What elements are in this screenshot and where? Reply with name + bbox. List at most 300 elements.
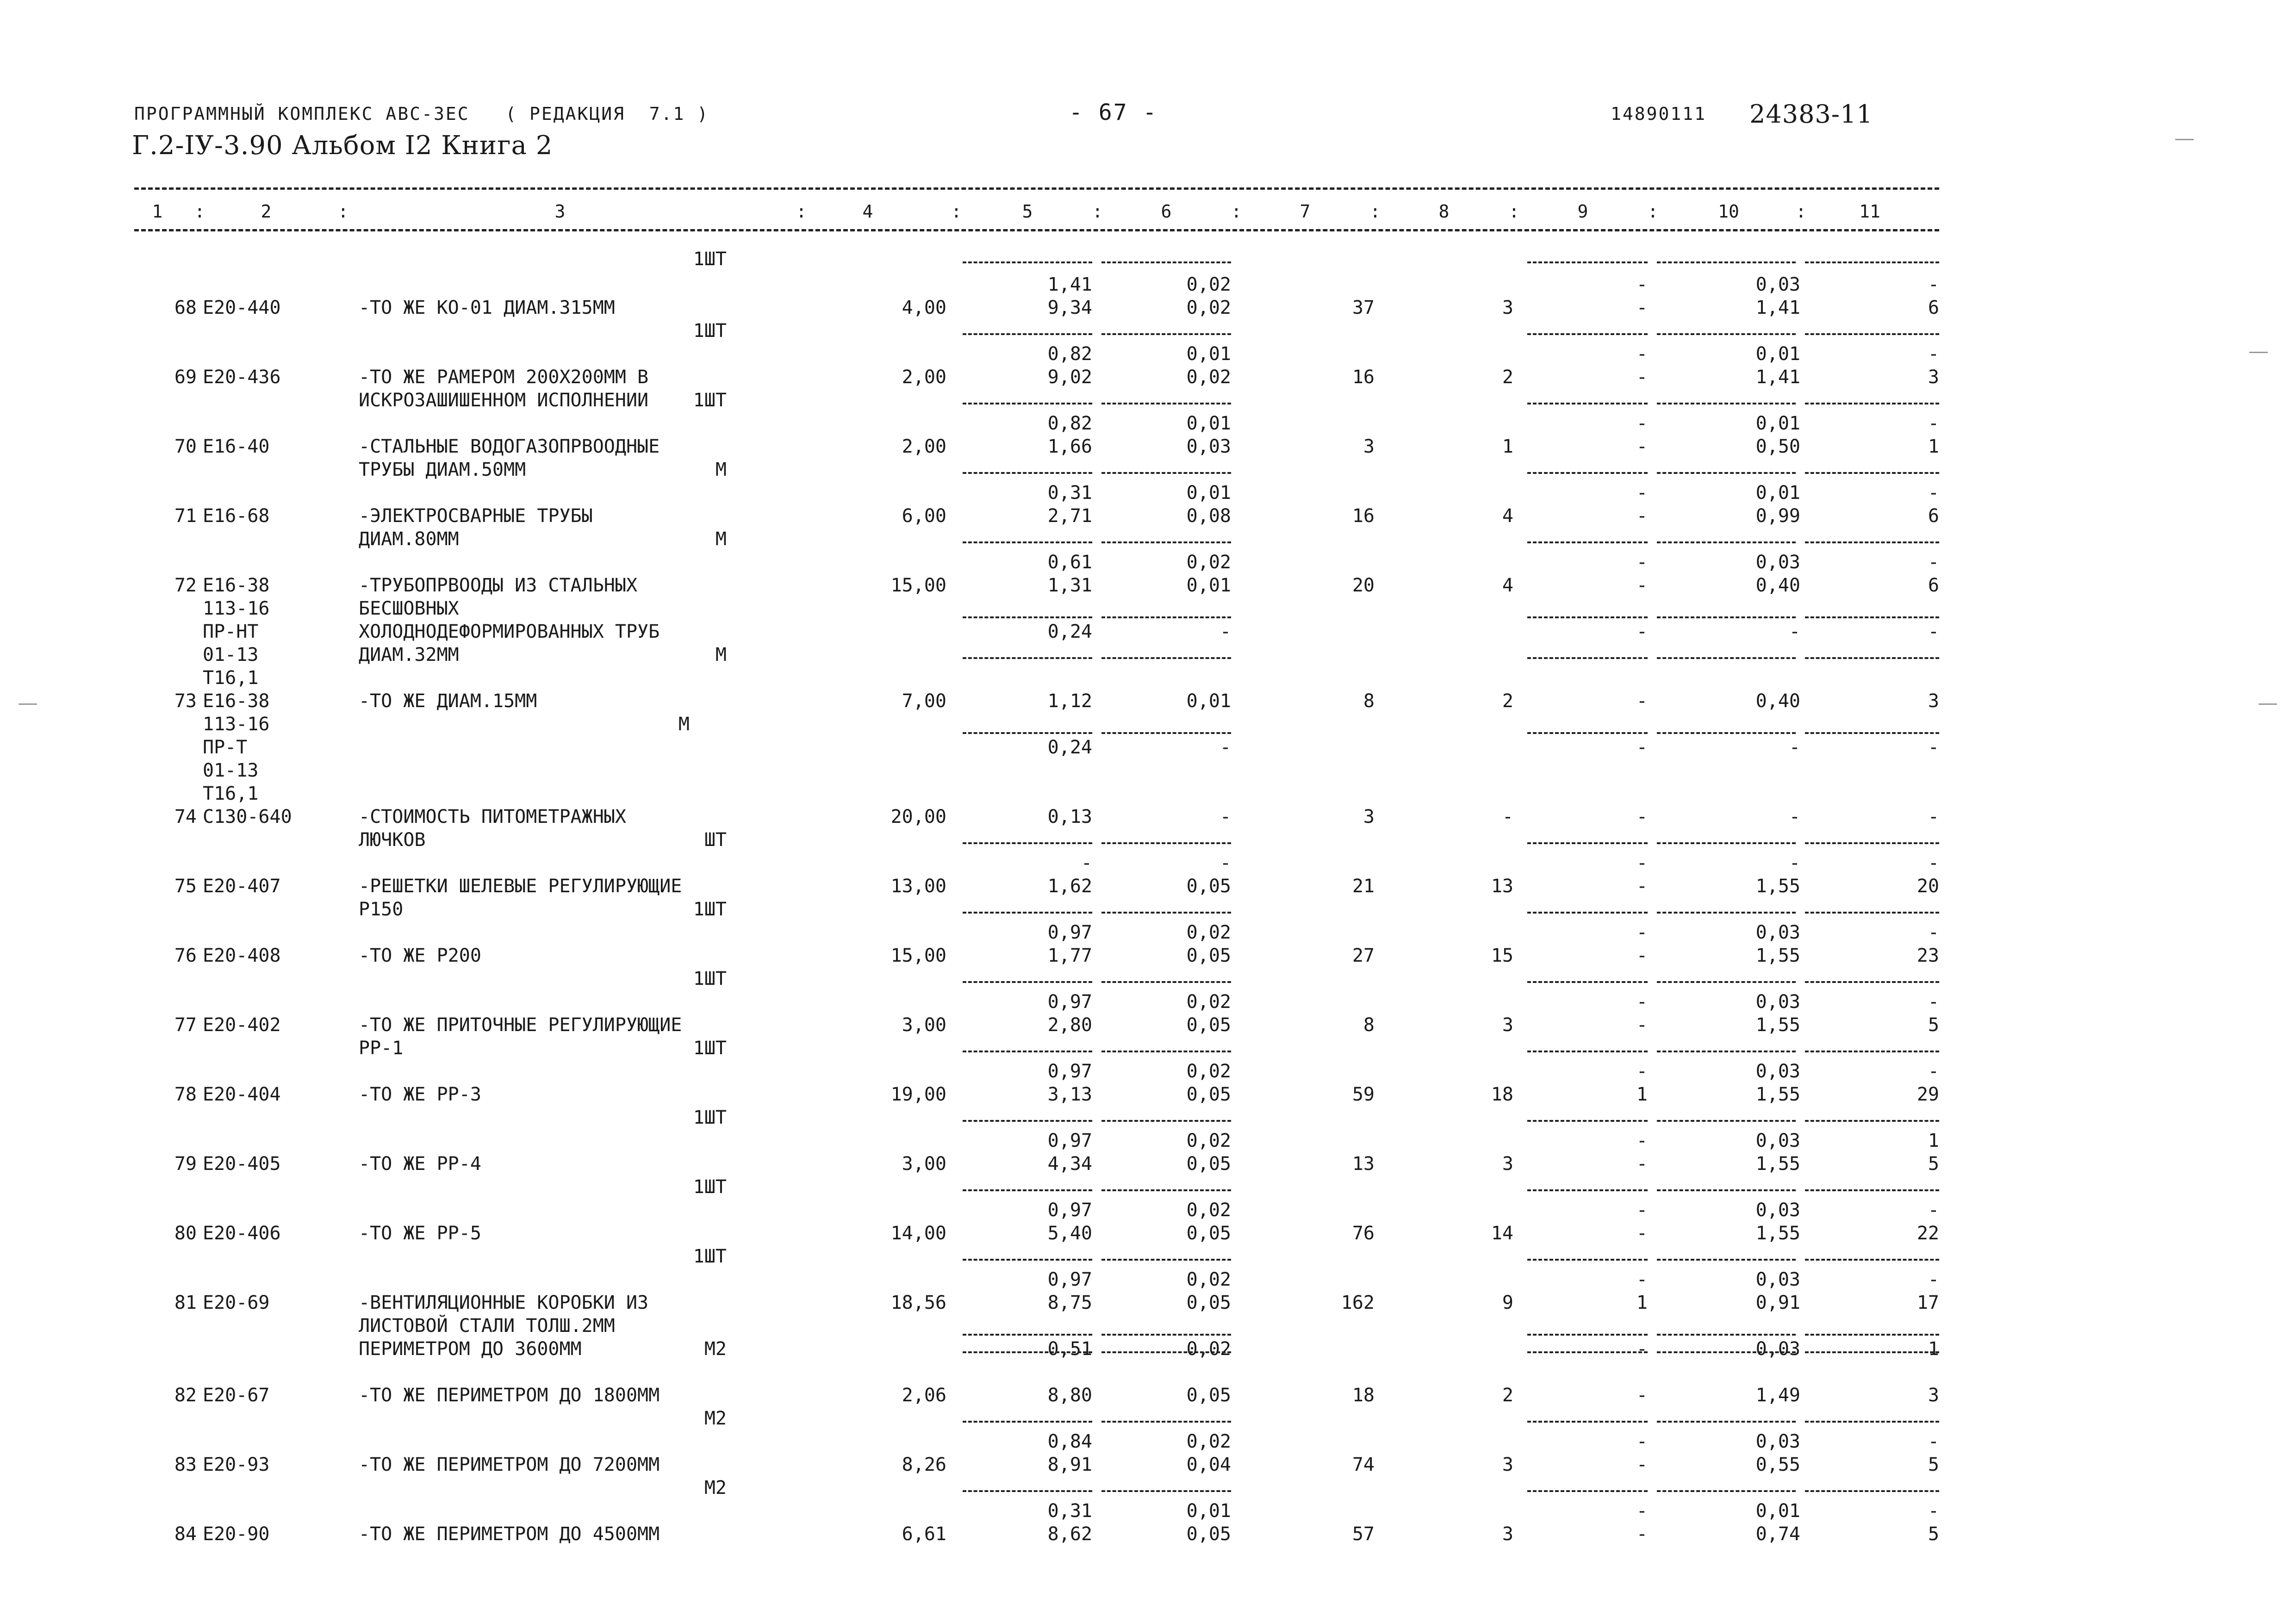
quantity: 14,00 [890,1223,946,1244]
value-5: 5,40 [1047,1223,1092,1244]
subtotal-rule [963,333,1092,335]
value-11: 22 [1916,1223,1939,1244]
norm-code: ПР-НТ [203,621,259,642]
quantity: 13,00 [890,876,946,897]
subtotal-rule [963,1259,1092,1261]
subvalue-6: 0,02 [1186,1431,1231,1452]
subtotal-rule [1657,842,1796,844]
subtotal-rule [963,472,1092,474]
extra-value-10: - [1789,621,1800,642]
value-10: 0,40 [1755,690,1800,712]
subtotal-rule [1527,1421,1648,1423]
value-6: 0,08 [1186,505,1231,527]
value-8: 2 [1502,690,1513,712]
album-title: Г.2-ІУ-3.90 Альбом І2 Книга 2 [132,131,553,161]
value-5: 8,75 [1047,1292,1092,1313]
value-7: 8 [1363,690,1375,712]
value-11: 3 [1928,690,1939,712]
extra-value-9: - [1636,737,1648,758]
norm-code: Е20-436 [203,367,281,388]
subtotal-rule [1527,912,1648,914]
work-description: ХОЛОДНОДЕФОРМИРОВАННЫХ ТРУБ [359,621,660,642]
extra-value-10: 0,03 [1755,1338,1800,1360]
subvalue-6: 0,02 [1186,274,1231,295]
subvalue-10: 0,01 [1755,482,1800,504]
subtotal-rule [1527,1051,1648,1052]
subtotal-rule [1805,981,1939,983]
subvalue-9: - [1636,1431,1648,1452]
subvalue-5: 1,41 [1047,274,1092,295]
unit-label: 1ШТ [693,968,727,989]
column-number: 2 [261,201,272,222]
value-7: 13 [1352,1153,1375,1175]
subvalue-6: 0,02 [1186,552,1231,573]
unit-label: 1ШТ [693,320,727,342]
subtotal-rule [963,1490,1092,1492]
subtotal-rule [963,732,1092,734]
work-description: -ЭЛЕКТРОСВАРНЫЕ ТРУБЫ [359,505,593,527]
norm-code: Е20-440 [203,297,281,318]
value-5: 1,66 [1047,436,1092,457]
norm-code: Е20-405 [203,1153,281,1175]
value-9: - [1636,945,1648,966]
subvalue-11: - [1928,1500,1939,1522]
value-10: 1,41 [1755,367,1800,388]
subtotal-rule [1527,1351,1648,1353]
row-number: 70 [174,436,197,457]
extra-value-11: - [1928,621,1939,642]
norm-code: Е20-67 [203,1385,270,1406]
value-8: - [1502,806,1513,827]
subvalue-6: 0,01 [1186,482,1231,504]
quantity: 6,61 [902,1524,946,1545]
value-6: 0,02 [1186,297,1231,318]
subtotal-rule [1805,1334,1939,1336]
subtotal-rule [1527,261,1648,263]
norm-code: 01-13 [203,760,259,781]
subvalue-9: - [1636,1130,1648,1151]
value-10: 0,55 [1755,1454,1800,1475]
subtotal-rule [1805,732,1939,734]
subtotal-rule [1657,1421,1796,1423]
work-description: -ВЕНТИЛЯЦИОННЫЕ КОРОБКИ ИЗ [359,1292,649,1313]
subtotal-rule [963,981,1092,983]
subtotal-rule [1101,472,1231,474]
value-6: 0,05 [1186,1223,1231,1244]
norm-code: Е20-93 [203,1454,270,1475]
subtotal-rule [1527,1490,1648,1492]
subtotal-rule [963,1120,1092,1122]
subvalue-9: - [1636,991,1648,1013]
work-description: -ТО ЖЕ РР-5 [359,1223,481,1244]
value-8: 3 [1502,1524,1513,1545]
subvalue-5: 0,82 [1047,413,1092,434]
subtotal-rule [1657,616,1796,618]
subtotal-rule [1101,261,1231,263]
subtotal-rule [1657,981,1796,983]
subtotal-rule [1527,472,1648,474]
row-number: 71 [174,505,197,527]
subvalue-5: 0,31 [1047,482,1092,504]
value-9: - [1636,1223,1648,1244]
subtotal-rule [1527,842,1648,844]
extra-value-5: 0,24 [1047,621,1092,642]
row-number: 79 [174,1153,197,1175]
subtotal-rule [1527,1189,1648,1191]
row-number: 82 [174,1385,197,1406]
subvalue-11: - [1928,343,1939,365]
subtotal-rule [1657,403,1796,404]
norm-code: Е16-68 [203,505,270,527]
extra-value-11: - [1928,737,1939,758]
value-9: - [1636,1385,1648,1406]
subvalue-10: 0,03 [1755,922,1800,943]
value-5: 2,71 [1047,505,1092,527]
subtotal-rule [963,1051,1092,1052]
subtotal-rule [1101,1421,1231,1423]
extra-value-6: 0,02 [1186,1338,1231,1360]
subvalue-10: 0,03 [1755,1061,1800,1082]
subtotal-rule [1101,1351,1231,1353]
value-10: 1,55 [1755,1014,1800,1036]
value-5: 1,31 [1047,575,1092,596]
subvalue-11: - [1928,852,1939,874]
subtotal-rule [1657,1051,1796,1052]
value-9: - [1636,436,1648,457]
value-5: 1,77 [1047,945,1092,966]
value-6: 0,01 [1186,575,1231,596]
norm-code: Е16-40 [203,436,270,457]
unit-label: 1ШТ [693,1176,727,1198]
value-9: - [1636,575,1648,596]
value-5: 3,13 [1047,1084,1092,1105]
work-description: -ТО ЖЕ КО-01 ДИАМ.315ММ [359,297,615,318]
subtotal-rule [963,1334,1092,1336]
value-8: 4 [1502,575,1513,596]
value-9: - [1636,505,1648,527]
norm-code: Е20-404 [203,1084,281,1105]
subvalue-5: - [1081,852,1092,874]
subtotal-rule [1101,842,1231,844]
subtotal-rule [1101,1334,1231,1336]
subtotal-rule [1805,1490,1939,1492]
subtotal-rule [1527,1334,1648,1336]
unit-label: М2 [704,1338,727,1360]
subvalue-6: 0,01 [1186,1500,1231,1522]
subtotal-rule [963,657,1092,659]
value-9: - [1636,367,1648,388]
quantity: 2,00 [902,436,946,457]
subvalue-9: - [1636,274,1648,295]
quantity: 20,00 [890,806,946,827]
subtotal-rule [1101,657,1231,659]
subvalue-9: - [1636,922,1648,943]
quantity: 8,26 [902,1454,946,1475]
subvalue-10: 0,01 [1755,343,1800,365]
column-separator: : [1509,201,1519,222]
subtotal-rule [1805,657,1939,659]
work-description: -ТО ЖЕ РР-3 [359,1084,481,1105]
quantity: 7,00 [902,690,946,712]
subvalue-6: 0,02 [1186,1269,1231,1290]
value-10: 1,55 [1755,1223,1800,1244]
subtotal-rule [963,541,1092,543]
norm-code: Е16-38 [203,690,270,712]
value-8: 3 [1502,1454,1513,1475]
subtotal-rule [1805,1351,1939,1353]
subtotal-rule [1527,981,1648,983]
unit-label: М2 [704,1408,727,1429]
row-number: 83 [174,1454,197,1475]
unit-label: М2 [704,1477,727,1499]
row-number: 78 [174,1084,197,1105]
subtotal-rule [1805,1051,1939,1052]
work-description: -ТО ЖЕ РР-4 [359,1153,481,1175]
quantity: 2,00 [902,367,946,388]
subtotal-rule [1527,732,1648,734]
subvalue-11: - [1928,922,1939,943]
subvalue-5: 0,61 [1047,552,1092,573]
subtotal-rule [1527,1120,1648,1122]
value-8: 18 [1491,1084,1513,1105]
unit-label: 1ШТ [693,1038,727,1059]
row-number: 68 [174,297,197,318]
subvalue-5: 0,97 [1047,1130,1092,1151]
unit-label: М [678,714,690,735]
scan-mark [19,703,37,705]
subtotal-rule [1101,1120,1231,1122]
quantity: 15,00 [890,575,946,596]
work-description: -ТО ЖЕ ПЕРИМЕТРОМ ДО 7200ММ [359,1454,660,1475]
norm-code: 01-13 [203,644,259,665]
value-5: 4,34 [1047,1153,1092,1175]
subvalue-11: - [1928,1200,1939,1221]
subtotal-rule [1527,333,1648,335]
value-7: 8 [1363,1014,1375,1036]
column-number: 3 [554,201,566,222]
value-11: 29 [1916,1084,1939,1105]
norm-code: С130-640 [203,806,292,827]
value-6: 0,05 [1186,1084,1231,1105]
subvalue-11: - [1928,413,1939,434]
subtotal-rule [1657,1334,1796,1336]
value-6: 0,05 [1186,1524,1231,1545]
subtotal-rule [1657,1259,1796,1261]
work-description: ДИАМ.32ММ [359,644,459,665]
extra-value-6: - [1220,737,1231,758]
unit-label: 1ШТ [693,899,727,920]
subtotal-rule [1527,403,1648,404]
row-number: 81 [174,1292,197,1313]
value-7: 76 [1352,1223,1375,1244]
table-header-rule [134,229,1939,231]
subtotal-rule [1805,616,1939,618]
value-6: 0,03 [1186,436,1231,457]
subvalue-5: 0,97 [1047,922,1092,943]
subvalue-11: - [1928,1061,1939,1082]
extra-value-10: - [1789,737,1800,758]
column-number: 9 [1577,201,1588,222]
norm-code: Е20-406 [203,1223,281,1244]
work-description: ЛЮЧКОВ [359,829,426,851]
work-description: РР-1 [359,1038,404,1059]
value-7: 74 [1352,1454,1375,1475]
value-6: 0,05 [1186,876,1231,897]
subtotal-rule [1101,981,1231,983]
quantity: 15,00 [890,945,946,966]
value-8: 13 [1491,876,1513,897]
scan-mark [2249,352,2268,353]
value-10: 1,55 [1755,945,1800,966]
subvalue-6: 0,02 [1186,991,1231,1013]
column-number: 4 [862,201,873,222]
subvalue-10: 0,01 [1755,1500,1800,1522]
work-description: ИСКРОЗАШИШЕННОМ ИСПОЛНЕНИИ [359,390,649,411]
subvalue-6: 0,02 [1186,1200,1231,1221]
norm-code: ПР-Т [203,737,248,758]
work-description: ПЕРИМЕТРОМ ДО 3600ММ [359,1338,582,1360]
subtotal-rule [963,261,1092,263]
value-11: 5 [1928,1014,1939,1036]
value-6: 0,05 [1186,1014,1231,1036]
subtotal-rule [1805,1189,1939,1191]
subvalue-5: 0,84 [1047,1431,1092,1452]
norm-code: 113-16 [203,598,270,619]
subvalue-10: 0,03 [1755,1130,1800,1151]
subtotal-rule [963,1421,1092,1423]
quantity: 2,06 [902,1385,946,1406]
unit-label: 1ШТ [693,1107,727,1128]
value-7: 16 [1352,367,1375,388]
subvalue-11: - [1928,552,1939,573]
value-11: 3 [1928,367,1939,388]
value-11: 6 [1928,297,1939,318]
value-8: 4 [1502,505,1513,527]
work-description: -СТАЛЬНЫЕ ВОДОГАЗОПРВООДНЫЕ [359,436,660,457]
value-9: - [1636,1153,1648,1175]
value-8: 14 [1491,1223,1513,1244]
value-5: 9,02 [1047,367,1092,388]
subtotal-rule [1101,1189,1231,1191]
subtotal-rule [1805,403,1939,404]
subtotal-rule [963,616,1092,618]
norm-code: 113-16 [203,714,270,735]
value-8: 3 [1502,1153,1513,1175]
norm-code: Е20-402 [203,1014,281,1036]
subvalue-5: 0,97 [1047,1269,1092,1290]
value-7: 3 [1363,436,1375,457]
value-9: - [1636,1524,1648,1545]
value-5: 1,62 [1047,876,1092,897]
norm-code: Е20-408 [203,945,281,966]
value-8: 1 [1502,436,1513,457]
value-9: - [1636,690,1648,712]
scan-mark [2175,139,2194,140]
subtotal-rule [963,403,1092,404]
column-separator: : [338,201,348,222]
value-6: 0,02 [1186,367,1231,388]
value-7: 18 [1352,1385,1375,1406]
subvalue-6: 0,01 [1186,413,1231,434]
norm-code: Е20-69 [203,1292,270,1313]
subtotal-rule [1657,472,1796,474]
quantity: 3,00 [902,1153,946,1175]
value-7: 27 [1352,945,1375,966]
subtotal-rule [1805,1120,1939,1122]
value-5: 9,34 [1047,297,1092,318]
row-number: 69 [174,367,197,388]
row-number: 80 [174,1223,197,1244]
unit-label: М [715,459,727,480]
work-description: -ТО ЖЕ ПРИТОЧНЫЕ РЕГУЛИРУЮЩИЕ [359,1014,682,1036]
value-6: 0,05 [1186,1153,1231,1175]
value-11: - [1928,806,1939,827]
work-description: -ТО ЖЕ Р200 [359,945,481,966]
value-7: 57 [1352,1524,1375,1545]
value-7: 37 [1352,297,1375,318]
extra-value-5: 0,51 [1047,1338,1092,1360]
value-5: 2,80 [1047,1014,1092,1036]
value-6: 0,01 [1186,690,1231,712]
subvalue-9: - [1636,852,1648,874]
value-10: 0,91 [1755,1292,1800,1313]
row-number: 75 [174,876,197,897]
extra-value-9: - [1636,1338,1648,1360]
column-number: 6 [1161,201,1172,222]
subvalue-11: 1 [1928,1130,1939,1151]
value-11: 6 [1928,575,1939,596]
value-6: 0,05 [1186,945,1231,966]
subtotal-rule [1657,657,1796,659]
value-5: 8,80 [1047,1385,1092,1406]
subvalue-10: 0,03 [1755,1269,1800,1290]
column-separator: : [1648,201,1658,222]
unit-label: М [715,529,727,550]
column-separator: : [796,201,807,222]
value-9: 1 [1636,1084,1648,1105]
norm-code: Е16-38 [203,575,270,596]
work-description: -ТО ЖЕ ДИАМ.15ММ [359,690,537,712]
subvalue-9: - [1636,343,1648,365]
work-description: -РЕШЕТКИ ШЕЛЕВЫЕ РЕГУЛИРУЮЩИЕ [359,876,682,897]
subtotal-rule [1657,1351,1796,1353]
extra-value-11: 1 [1928,1338,1939,1360]
subtotal-rule [1805,1259,1939,1261]
value-11: 1 [1928,436,1939,457]
work-description: -ТО ЖЕ РАМЕРОМ 200Х200ММ В [359,367,649,388]
subtotal-rule [1657,1490,1796,1492]
subvalue-11: - [1928,274,1939,295]
subtotal-rule [1657,541,1796,543]
subtotal-rule [1527,657,1648,659]
value-6: - [1220,806,1231,827]
value-7: 16 [1352,505,1375,527]
norm-code: Т16,1 [203,667,259,689]
subtotal-rule [1101,333,1231,335]
work-description: БЕСШОВНЫХ [359,598,459,619]
quantity: 3,00 [902,1014,946,1036]
subtotal-rule [1101,541,1231,543]
subtotal-rule [963,1189,1092,1191]
subtotal-rule [1101,732,1231,734]
work-description: -ТО ЖЕ ПЕРИМЕТРОМ ДО 1800ММ [359,1385,660,1406]
value-10: 1,55 [1755,1084,1800,1105]
value-11: 20 [1916,876,1939,897]
document-code: 14890111 [1611,104,1707,124]
row-number: 74 [174,806,197,827]
subtotal-rule [1805,261,1939,263]
subvalue-11: - [1928,1269,1939,1290]
